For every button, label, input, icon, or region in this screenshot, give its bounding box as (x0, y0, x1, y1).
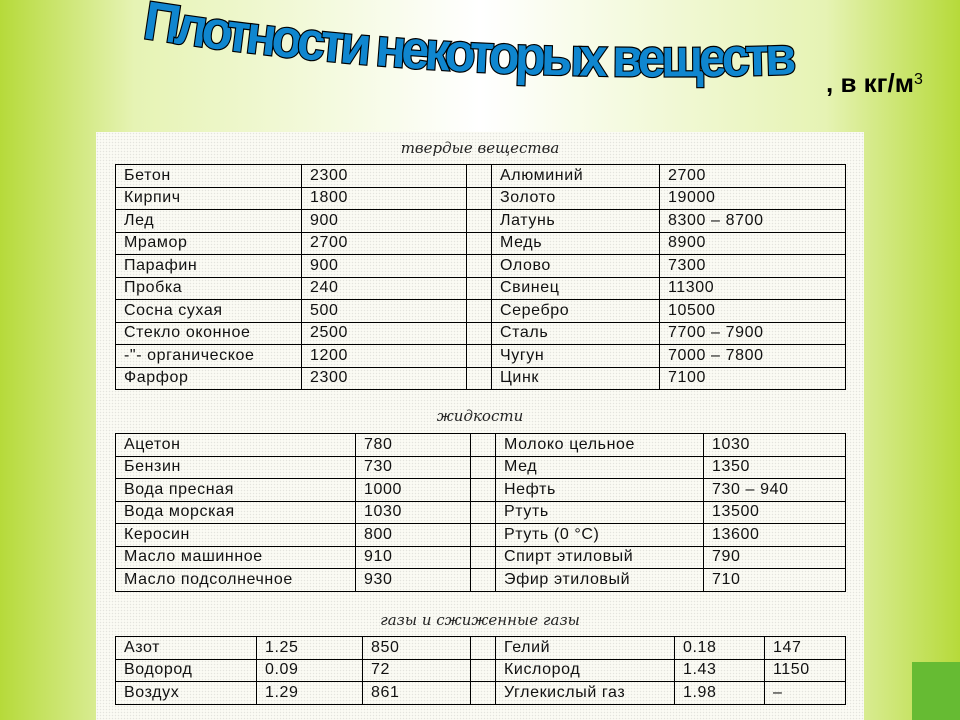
table-cell: 861 (363, 682, 471, 705)
column-gap (471, 479, 496, 502)
table-row (116, 524, 846, 547)
table-cell: 2500 (302, 322, 467, 345)
table-cell: 19000 (660, 187, 846, 210)
table-cell: Вода пресная (116, 479, 356, 502)
table-cell: 1.43 (675, 659, 765, 682)
table-cell: Сосна сухая (116, 300, 302, 323)
table-cell: Стекло оконное (116, 322, 302, 345)
table-cell: Масло подсолнечное (116, 569, 356, 592)
table-cell: 710 (704, 569, 846, 592)
table-cell: 1.25 (257, 637, 363, 660)
table-cell: 900 (302, 210, 467, 233)
table-row (116, 255, 846, 278)
table-row (116, 479, 846, 502)
table-row (116, 345, 846, 368)
table-row (116, 637, 846, 660)
table-cell: 8300 – 8700 (660, 210, 846, 233)
unit-label (826, 68, 923, 99)
table-cell: 850 (363, 637, 471, 660)
table-cell: -"- органическое (116, 345, 302, 368)
table-cell: 0.09 (257, 659, 363, 682)
table-row (116, 434, 846, 457)
table-cell: Ртуть (496, 501, 704, 524)
table-cell: 11300 (660, 277, 846, 300)
table-cell: 1030 (704, 434, 846, 457)
column-gap (467, 345, 492, 368)
unit-text: , в кг/м (826, 68, 914, 98)
table-cell: 10500 (660, 300, 846, 323)
table-cell: Олово (492, 255, 660, 278)
table-cell: 7300 (660, 255, 846, 278)
table-cell: Масло машинное (116, 546, 356, 569)
table-cell: Парафин (116, 255, 302, 278)
column-gap (471, 524, 496, 547)
table-cell: Эфир этиловый (496, 569, 704, 592)
table-cell: Свинец (492, 277, 660, 300)
table-row (116, 546, 846, 569)
table-cell: 930 (356, 569, 471, 592)
table-cell: Сталь (492, 322, 660, 345)
column-gap (471, 637, 496, 660)
solids-table (115, 164, 846, 390)
table-row (116, 232, 846, 255)
table-row (116, 165, 846, 188)
column-gap (471, 501, 496, 524)
column-gap (467, 165, 492, 188)
table-row (116, 659, 846, 682)
table-cell: 730 – 940 (704, 479, 846, 502)
table-cell: 730 (356, 456, 471, 479)
table-cell: 13500 (704, 501, 846, 524)
table-cell: Вода морская (116, 501, 356, 524)
table-cell: Алюминий (492, 165, 660, 188)
table-cell: 2300 (302, 367, 467, 390)
table-row (116, 187, 846, 210)
table-row (116, 322, 846, 345)
table-cell: Ацетон (116, 434, 356, 457)
table-cell: Углекислый газ (496, 682, 675, 705)
table-cell: Латунь (492, 210, 660, 233)
table-cell: 1800 (302, 187, 467, 210)
table-cell: 2700 (302, 232, 467, 255)
table-cell: 13600 (704, 524, 846, 547)
table-cell: 1200 (302, 345, 467, 368)
column-gap (471, 682, 496, 705)
table-cell: 8900 (660, 232, 846, 255)
column-gap (471, 456, 496, 479)
column-gap (467, 210, 492, 233)
column-gap (467, 187, 492, 210)
column-gap (467, 300, 492, 323)
table-cell: 240 (302, 277, 467, 300)
table-cell: 7100 (660, 367, 846, 390)
table-cell: 1.29 (257, 682, 363, 705)
table-cell: 1030 (356, 501, 471, 524)
column-gap (467, 255, 492, 278)
table-cell: 7700 – 7900 (660, 322, 846, 345)
table-cell: Серебро (492, 300, 660, 323)
table-cell: Керосин (116, 524, 356, 547)
column-gap (471, 569, 496, 592)
table-cell: Цинк (492, 367, 660, 390)
table-cell: Кислород (496, 659, 675, 682)
table-cell: 910 (356, 546, 471, 569)
corner-accent (912, 662, 960, 720)
table-cell: 1.98 (675, 682, 765, 705)
table-cell: 0.18 (675, 637, 765, 660)
table-cell: Мрамор (116, 232, 302, 255)
table-cell: 1350 (704, 456, 846, 479)
table-row (116, 300, 846, 323)
table-cell: 790 (704, 546, 846, 569)
table-cell: 500 (302, 300, 467, 323)
table-cell: Воздух (116, 682, 257, 705)
table-cell: Ртуть (0 °C) (496, 524, 704, 547)
gases-table (115, 636, 846, 705)
table-row (116, 456, 846, 479)
column-gap (467, 277, 492, 300)
table-cell: Нефть (496, 479, 704, 502)
table-cell: Золото (492, 187, 660, 210)
table-cell: Пробка (116, 277, 302, 300)
table-cell: Фарфор (116, 367, 302, 390)
table-cell: 780 (356, 434, 471, 457)
table-cell: 7000 – 7800 (660, 345, 846, 368)
title-area (0, 0, 960, 130)
table-cell: Водород (116, 659, 257, 682)
page-title: Плотности некоторых веществ (140, 0, 795, 89)
table-cell: 1000 (356, 479, 471, 502)
page-title-wordart (120, 0, 820, 130)
table-row (116, 367, 846, 390)
table-cell: Бетон (116, 165, 302, 188)
table-cell: Чугун (492, 345, 660, 368)
table-cell: 2300 (302, 165, 467, 188)
table-row (116, 277, 846, 300)
table-cell: – (765, 682, 846, 705)
table-cell: 1150 (765, 659, 846, 682)
gases-caption: газы и сжиженные газы (380, 611, 580, 629)
table-cell: 72 (363, 659, 471, 682)
column-gap (471, 434, 496, 457)
table-cell: Азот (116, 637, 257, 660)
unit-superscript: 3 (913, 71, 923, 89)
table-cell: Бензин (116, 456, 356, 479)
liquids-table (115, 433, 846, 592)
column-gap (467, 367, 492, 390)
column-gap (467, 232, 492, 255)
table-cell: Кирпич (116, 187, 302, 210)
solids-caption: твердые вещества (400, 139, 560, 157)
column-gap (471, 546, 496, 569)
table-row (116, 210, 846, 233)
table-cell: 900 (302, 255, 467, 278)
table-cell: Лед (116, 210, 302, 233)
table-cell: 800 (356, 524, 471, 547)
table-cell: Молоко цельное (496, 434, 704, 457)
table-cell: 147 (765, 637, 846, 660)
column-gap (467, 322, 492, 345)
column-gap (471, 659, 496, 682)
table-cell: Мед (496, 456, 704, 479)
table-row (116, 501, 846, 524)
table-cell: 2700 (660, 165, 846, 188)
table-cell: Медь (492, 232, 660, 255)
table-row (116, 569, 846, 592)
table-cell: Гелий (496, 637, 675, 660)
table-cell: Спирт этиловый (496, 546, 704, 569)
liquids-caption: жидкости (436, 407, 524, 425)
table-row (116, 682, 846, 705)
